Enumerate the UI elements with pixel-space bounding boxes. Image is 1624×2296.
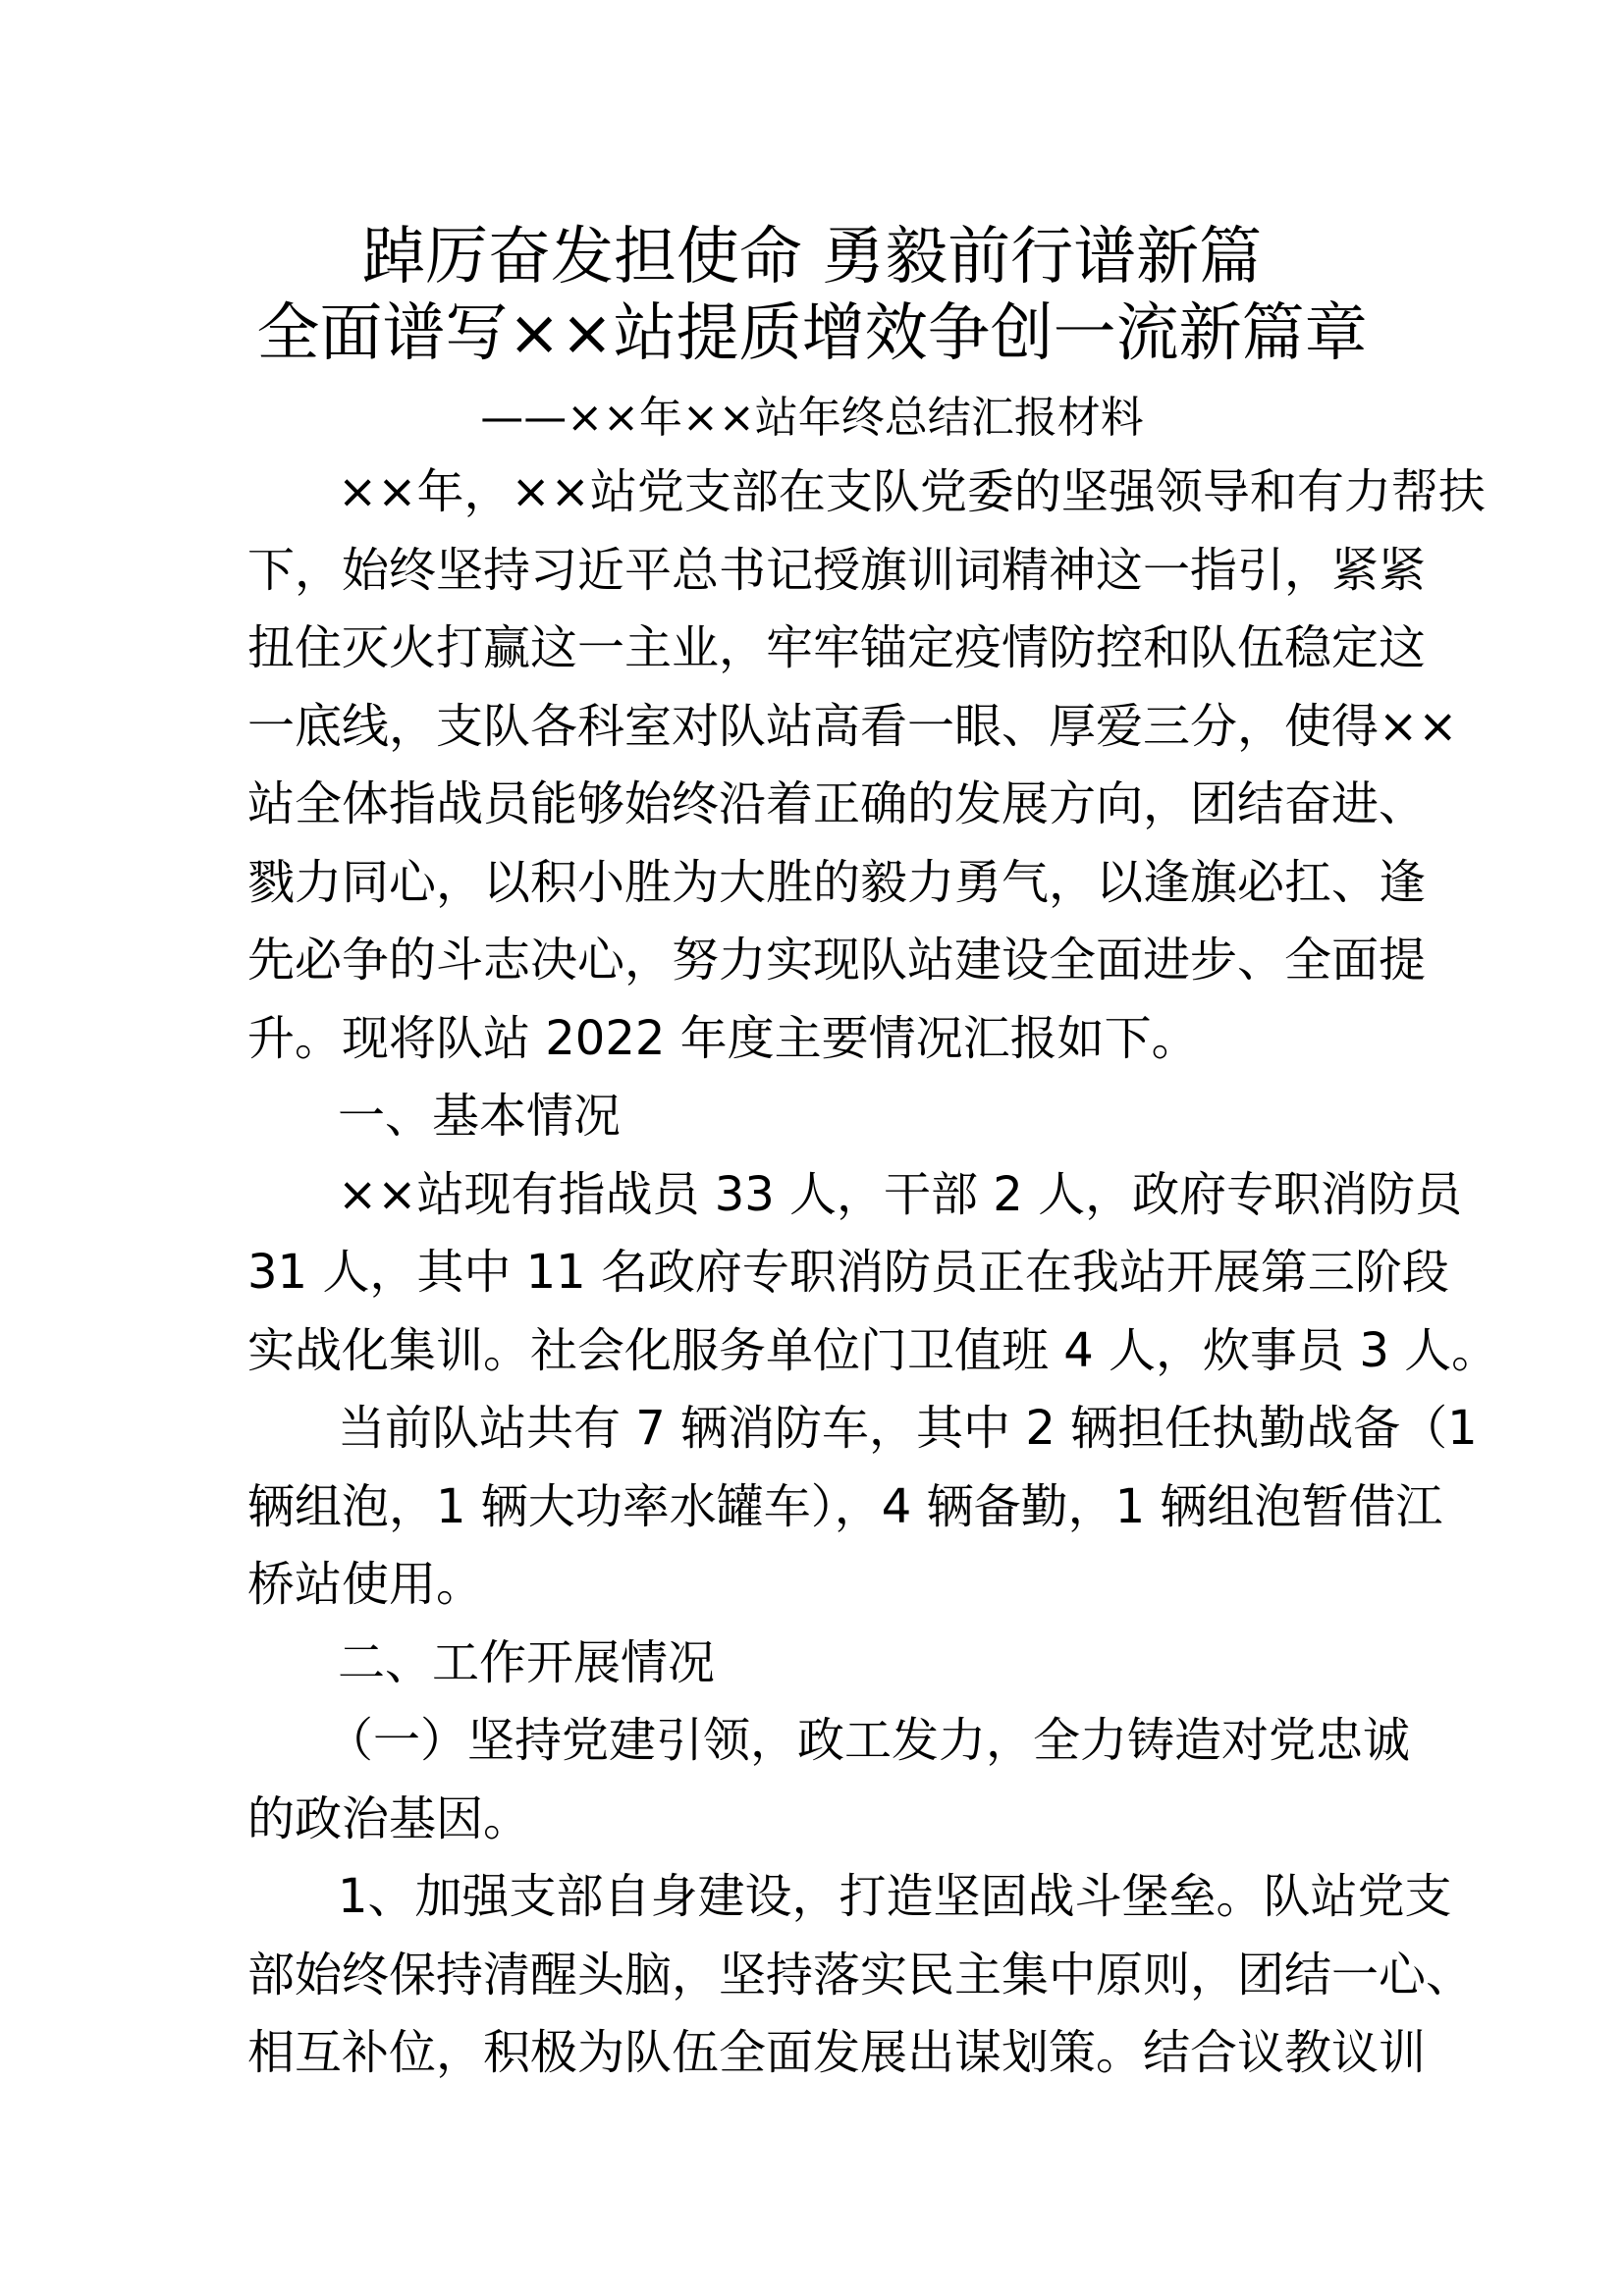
subsection-heading: （一）坚持党建引领，政工发力，全力铸造对党忠诚 [326,1713,1411,1768]
document-title-line-1: 踔厉奋发担使命 勇毅前行谱新篇 [361,221,1263,294]
body-line: 部始终保持清醒头脑，坚持落实民主集中原则，团结一心、 [247,1947,1474,2002]
body-line: 扭住灭火打赢这一主业，牢牢锚定疫情防控和队伍稳定这 [247,620,1427,675]
body-line: 一底线，支队各科室对队站高看一眼、厚爱三分，使得×× [247,698,1458,754]
body-line: 当前队站共有 7 辆消防车，其中 2 辆担任执勤战备（1 [338,1401,1478,1456]
body-line: 桥站使用。 [247,1557,484,1612]
subsection-heading: 的政治基因。 [247,1790,531,1846]
body-line: 升。现将队站 2022 年度主要情况汇报如下。 [247,1010,1199,1066]
body-line: ××站现有指战员 33 人，干部 2 人，政府专职消防员 [338,1166,1463,1222]
body-line: 相互补位，积极为队伍全面发展出谋划策。结合议教议训 [247,2025,1427,2080]
document-subtitle: ——××年××站年终总结汇报材料 [480,393,1144,443]
body-line: 31 人，其中 11 名政府专职消防员正在我站开展第三阶段 [247,1245,1449,1300]
section-heading: 一、基本情况 [338,1089,622,1144]
body-line: ××年，××站党支部在支队党委的坚强领导和有力帮扶 [338,464,1486,519]
section-heading: 二、工作开展情况 [338,1634,716,1690]
body-line: 实战化集训。社会化服务单位门卫值班 4 人，炊事员 3 人。 [247,1322,1499,1378]
document-title-line-2: 全面谱写××站提质增效争创一流新篇章 [256,297,1368,370]
body-line: 戮力同心，以积小胜为大胜的毅力勇气，以逢旗必扛、逢 [247,854,1427,910]
body-line: 辆组泡，1 辆大功率水罐车），4 辆备勤，1 辆组泡暂借江 [247,1478,1443,1534]
body-line: 下，始终坚持习近平总书记授旗训词精神这一指引，紧紧 [247,542,1427,598]
body-line: 1、加强支部自身建设，打造坚固战斗堡垒。队站党支 [338,1869,1452,1924]
body-line: 站全体指战员能够始终沿着正确的发展方向，团结奋进、 [247,776,1427,831]
document-body [247,454,1499,2093]
body-line: 先必争的斗志决心，努力实现队站建设全面进步、全面提 [247,933,1427,988]
